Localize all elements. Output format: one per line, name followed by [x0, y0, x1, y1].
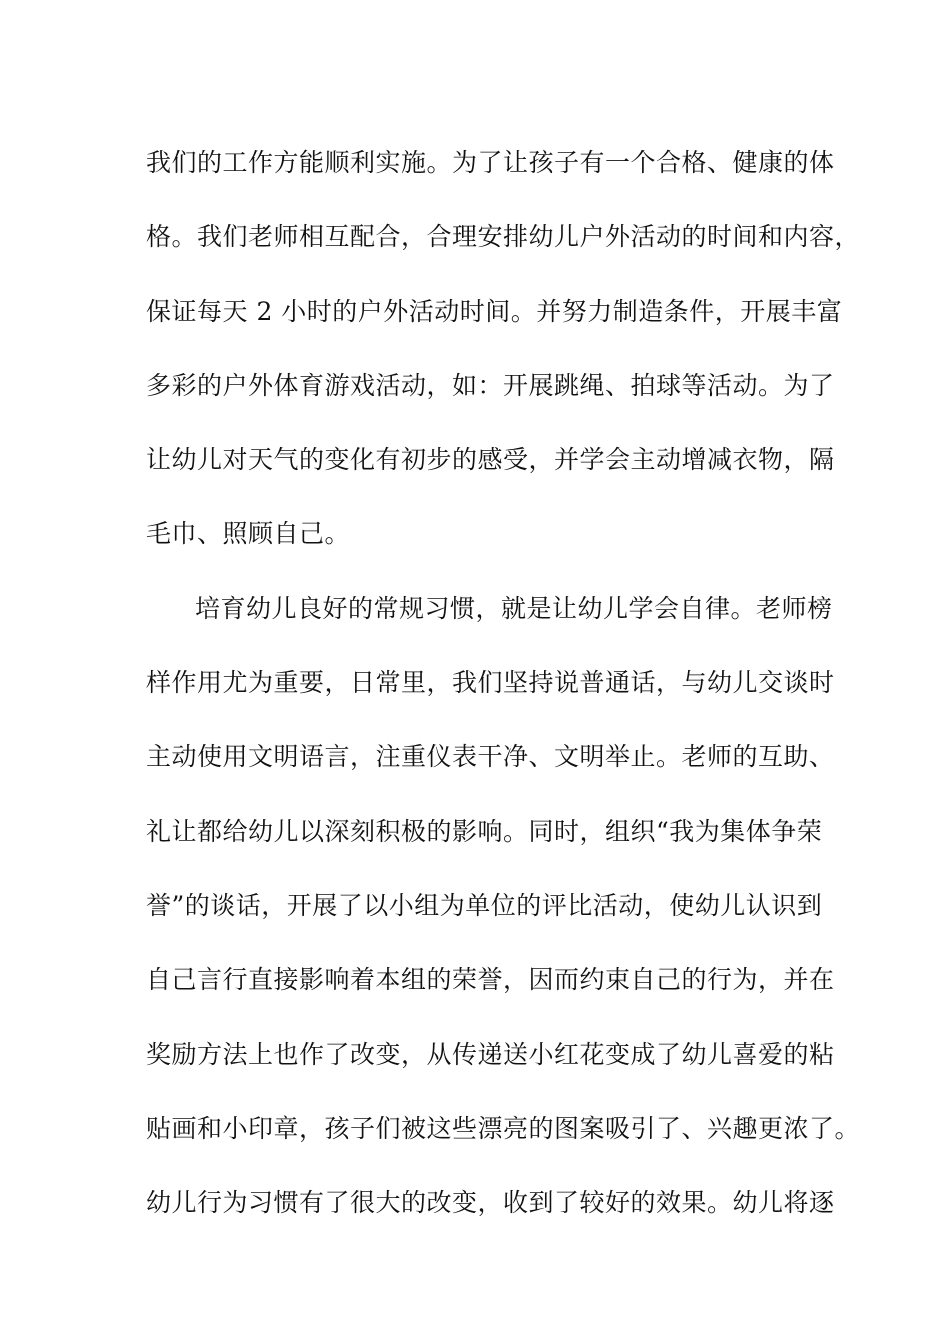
text-line: 我们的工作方能顺利实施。为了让孩子有一个合格、健康的体: [146, 148, 835, 177]
text-line: 幼儿行为习惯有了很大的改变，收到了较好的效果。幼儿将逐: [146, 1188, 835, 1218]
text-line: 多彩的户外体育游戏活动，如：开展跳绳、拍球等活动。为了: [146, 370, 835, 400]
text-line: 格。我们老师相互配合，合理安排幼儿户外活动的时间和内容，: [146, 222, 861, 252]
text-line: 主动使用文明语言，注重仪表干净、文明举止。老师的互助、: [146, 742, 835, 772]
text-line: 毛巾、照顾自己。: [146, 519, 351, 549]
text-line: 样作用尤为重要，日常里，我们坚持说普通话，与幼儿交谈时: [146, 668, 835, 698]
text-line: 保证每天 2 小时的户外活动时间。并努力制造条件，开展丰富: [146, 296, 843, 326]
text-line: 礼让都给幼儿以深刻积极的影响。同时，组织“我为集体争荣: [146, 816, 823, 846]
body-text: [146, 126, 861, 1240]
paragraph-start-line: 培育幼儿良好的常规习惯，就是让幼儿学会自律。老师榜: [195, 593, 833, 623]
text-line: 奖励方法上也作了改变，从传递送小红花变成了幼儿喜爱的粘: [146, 1039, 835, 1069]
text-line: 贴画和小印章，孩子们被这些漂亮的图案吸引了、兴趣更浓了。: [146, 1113, 861, 1143]
text-line: 让幼儿对天气的变化有初步的感受，并学会主动增减衣物，隔: [146, 445, 835, 475]
text-line: 自己言行直接影响着本组的荣誉，因而约束自己的行为，并在: [146, 965, 835, 995]
text-line: 誉”的谈话，开展了以小组为单位的评比活动，使幼儿认识到: [146, 890, 823, 920]
